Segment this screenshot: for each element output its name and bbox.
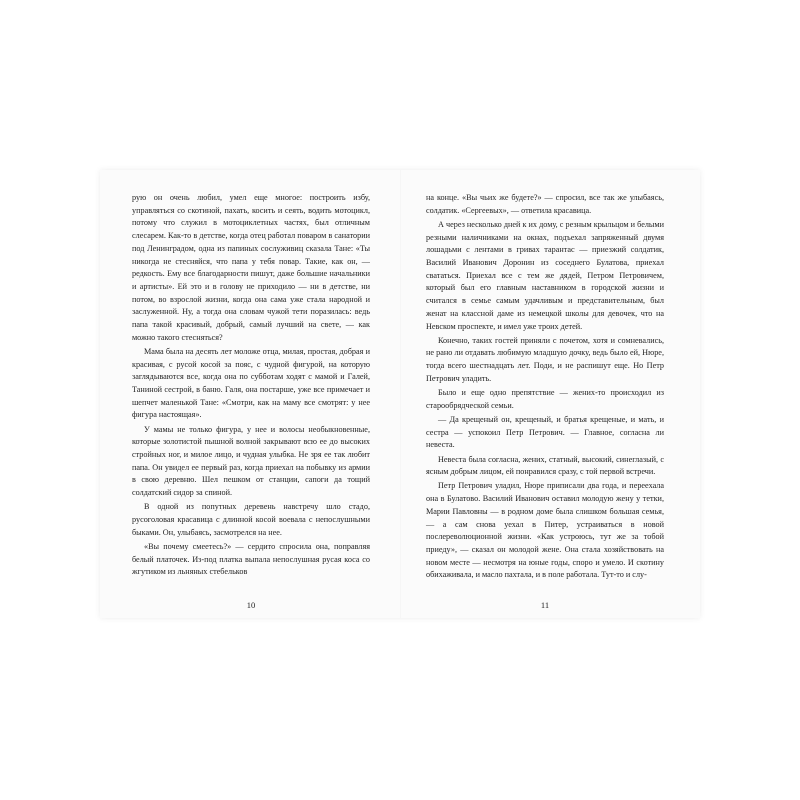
book-gutter	[400, 170, 401, 618]
right-page-text	[426, 192, 664, 582]
left-paragraph: рую он очень любил, умел еще многое: построить избу, управляться со скотиной, пахать, косить и сеять, водить мотоцикл, потому что служил в мотоциклетных частях, был отличным слесарем. Как-то в детстве, когда отец работал поваром в санатории под Ленинградом, одна из папиных сослуживиц сказала Тане: «Ты никогда не стесняйся, что папа у тебя повар. Такие, как он, — редкость. Ему все благодарности пишут, даже большие начальники и артисты». Ей это и в голову не приходило — ни в детстве, ни потом, во взрослой жизни, когда она сама уже стала народной и заслуженной. Ну, а тогда она словам чужой тети поразилась: ведь папа такой красивый, добрый, самый лучший на свете, — как можно такого стесняться?	[132, 193, 370, 342]
right-paragraph: — Да крещеный он, крещеный, и братья крещеные, и мать, и сестра — успокоил Петр Петрович. — Главное, согласна ли невеста.	[426, 414, 664, 450]
right-paragraph: на конце. «Вы чьих же будете?» — спросил, все так же улыбаясь, солдатик. «Сергеевых», — ответила красавица.	[426, 193, 664, 215]
left-page-text	[132, 192, 370, 579]
left-paragraph: У мамы не только фигура, у нее и волосы необыкновенные, которые золотистой пышной волной закрывают всю ее до высоких стройных ног, и милое лицо, и чудная улыбка. Не зря ее так любит папа. Он увидел ее первый раз, когда приехал на побывку из армии в свою деревню. Шел пешком от станции, сапоги да тощий солдатский сидор за спиной.	[132, 424, 370, 498]
right-paragraph: А через несколько дней к их дому, с резным крыльцом и белыми резными наличниками на окнах, подъехал запряженный двумя лошадьми с лентами в гривах тарантас — приезжий солдатик, Василий Иванович Доронин из соседнего Булатова, приехал свататься. Приехал все с тем же дядей, Петром Петровичем, который был его главным наставником в городской жизни и считался в семье самым удачливым и представительным, был женат на классной даме из немецкой школы для девочек, что на Невском проспекте, и имел уже троих детей.	[426, 219, 664, 331]
left-paragraph: «Вы почему смеетесь?» — сердито спросила она, поправляя белый платочек. Из-под платка выпала непослушная русая коса со жгутиком из льняных стебельков	[132, 541, 370, 577]
right-paragraph: Конечно, таких гостей приняли с почетом, хотя и сомневались, не рано ли отдавать любимую младшую дочку, ведь было ей, Нюре, тогда всего шестнадцать лет. Поди, и не распишут еще. Но Петр Петрович уладить.	[426, 335, 664, 383]
left-paragraph: Мама была на десять лет моложе отца, милая, простая, добрая и красивая, с русой косой за пояс, с чудной фигурой, на которую заглядываются все, когда она по субботам ходят с мамой и Галей, Таниной сестрой, в баню. Галя, она постарше, уже все примечает и шепчет маленькой Тане: «Смотри, как на маму все смотрят: у нее фигура настоящая».	[132, 346, 370, 420]
right-paragraph: Было и еще одно препятствие — жених-то происходил из старообрядческой семьи.	[426, 388, 664, 410]
left-page	[132, 192, 370, 610]
right-page-number: 11	[540, 600, 550, 610]
right-paragraph: Невеста была согласна, жених, статный, высокий, синеглазый, с ясным добрым лицом, ей понравился сразу, с той первой встречи.	[426, 454, 664, 477]
left-page-number: 10	[246, 600, 256, 610]
left-paragraph: В одной из попутных деревень навстречу шло стадо, русоголовая красавица с длинной косой воевала с непослушными быками. Он, улыбаясь, засмотрелся на нее.	[132, 502, 370, 537]
right-paragraph: Петр Петрович уладил, Нюре приписали два года, и переехала она в Булатово. Василий Иванович оставил молодую жену у тетки, Марии Павловны — в родном доме была слишком большая семья, — а сам снова уехал в Питер, устраиваться в новой послереволюционной жизни. «Как устроюсь, тут же за тобой приеду», — сказал он молодой жене. Она стала хозяйствовать на новом месте — несмотря на юные годы, споро и умело. И скотину обихаживала, и масло пахтала, и в поле работала. Тут-то и слу-	[426, 481, 664, 580]
open-book	[100, 170, 700, 618]
right-page	[426, 192, 664, 610]
